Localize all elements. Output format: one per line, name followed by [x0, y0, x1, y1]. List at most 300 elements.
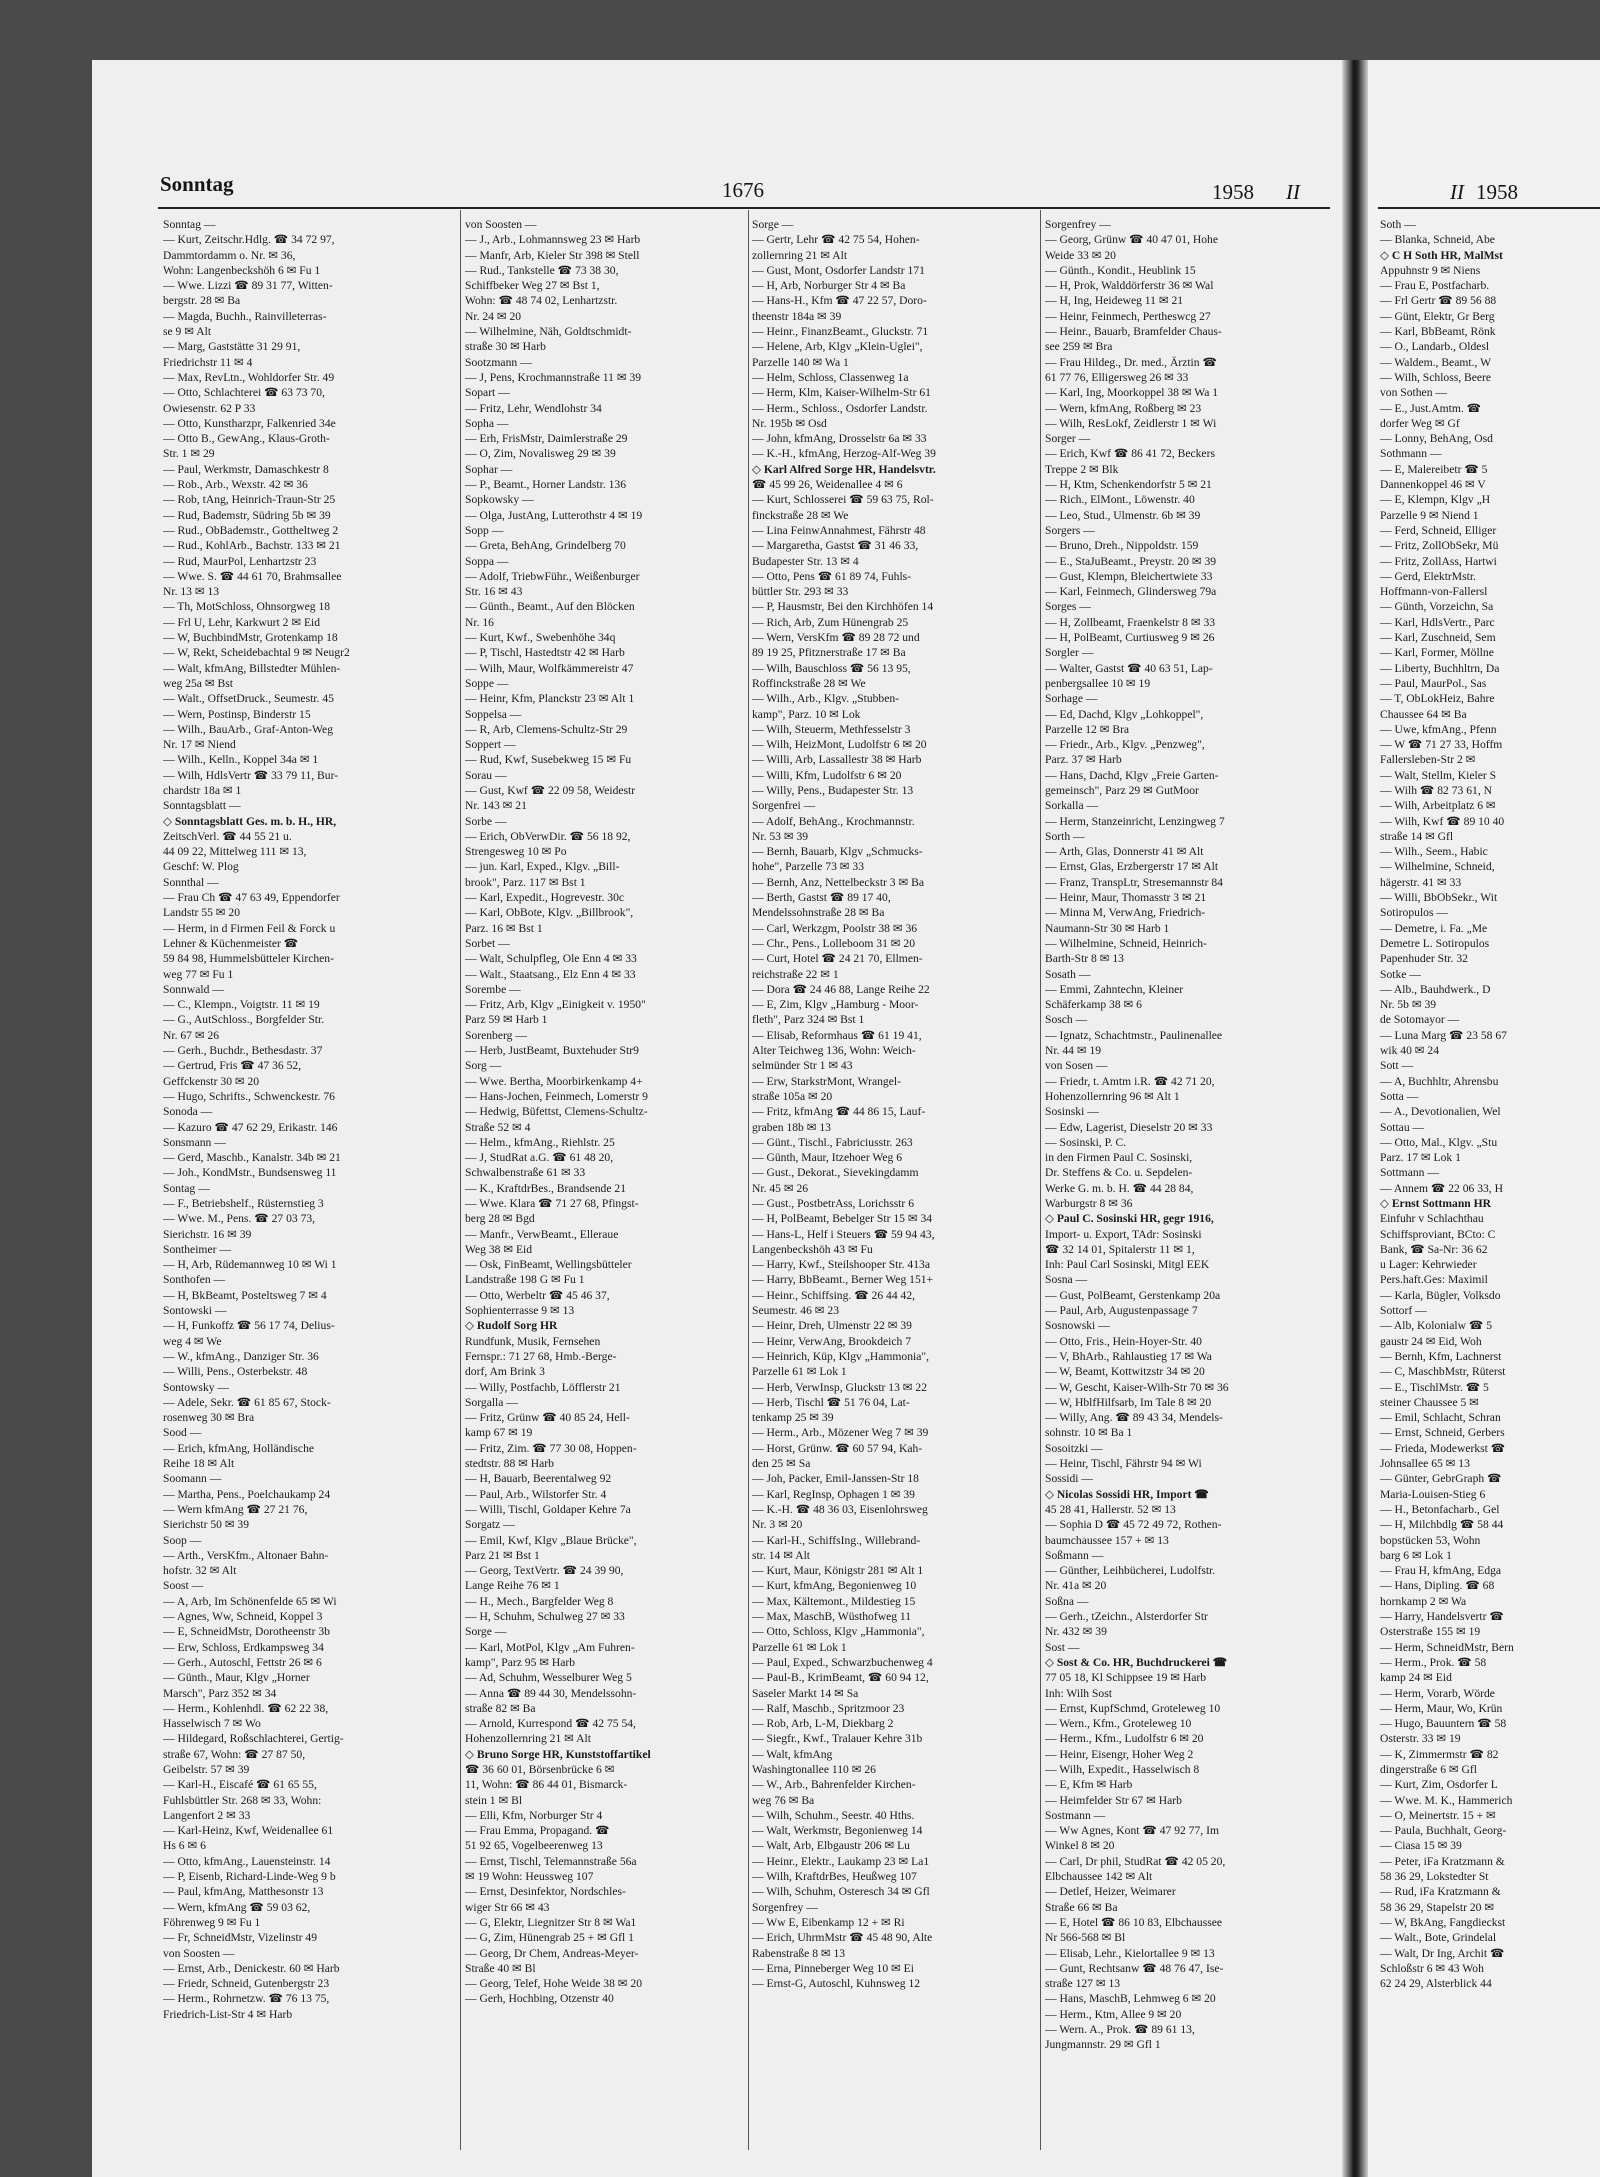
entry-line: — Otto, Schloss, Klgv „Hammonia", [752, 1625, 925, 1639]
entry-line: Sorkalla — [1045, 799, 1099, 813]
entry-line: — Wern. A., Prok. ☎ 89 61 13, [1045, 2023, 1195, 2037]
entry-line: — Herm., Ktm, Allee 9 ✉ 20 [1045, 2007, 1182, 2021]
entry-line: — F., Betriebshelf., Rüsternstieg 3 [163, 1197, 324, 1210]
entry-line: — Ww Agnes, Kont ☎ 47 92 77, Im [1045, 1824, 1219, 1838]
entry-line: — Alb., Bauhdwerk., D [1380, 982, 1491, 996]
entry-line: — Bruno, Dreh., Nippoldstr. 159 [1045, 539, 1199, 553]
entry-line: — Luna Marg ☎ 23 58 67 [1380, 1028, 1507, 1042]
entry-line: — Heinr., Elektr., Laukamp 23 ✉ La1 [752, 1854, 930, 1868]
entry-line: — Gust, Klempn, Bleichertwiete 33 [1045, 569, 1213, 583]
entry-line: — Elisab, Lehr., Kielortallee 9 ✉ 13 [1045, 1946, 1215, 1960]
entry-line: Sottmann — [1380, 1166, 1439, 1180]
entry-line: — Arth., VersKfm., Altonaer Bahn- [163, 1548, 329, 1562]
entry-line: — Gerh., Buchdr., Bethesdastr. 37 [163, 1044, 323, 1058]
entry-line: Sonntag — [163, 218, 216, 231]
entry-line: — Margaretha, Gastst ☎ 31 46 33, [752, 539, 919, 553]
entry-line: penbergsallee 10 ✉ 19 [1045, 676, 1151, 690]
header-rule [158, 207, 1330, 209]
entry-line: — H, Schuhm, Schulweg 27 ✉ 33 [465, 1610, 625, 1624]
entry-line: Wohn: ☎ 48 74 02, Lenhartzstr. [465, 294, 618, 308]
entry-line: — Karla, Bügler, Volksdo [1380, 1288, 1501, 1302]
entry-line: straße 127 ✉ 13 [1045, 1977, 1121, 1991]
entry-line: Sotiropulos — [1380, 906, 1448, 920]
entry-line: — Heinr, Maur, Thomasstr 3 ✉ 21 [1045, 891, 1207, 905]
entry-line: — Wilh, Kwf ☎ 89 10 40 [1380, 814, 1505, 828]
entry-line: — Heinrich, Küp, Klgv „Hammonia", [752, 1349, 929, 1363]
entry-column-4 [1045, 217, 1337, 2142]
entry-line: — Herm., Kohlenhdl. ☎ 62 22 38, [163, 1701, 329, 1715]
entry-line: — Hans, Dipling. ☎ 68 [1380, 1579, 1495, 1593]
entry-line: — Fritz, ZollAss, Hartwi [1380, 554, 1497, 568]
entry-line: — Karl-Heinz, Kwf, Weidenallee 61 [163, 1824, 334, 1838]
entry-line: — Walt, Werkmstr, Begonienweg 14 [752, 1824, 923, 1838]
entry-line: — Wern, VersKfm ☎ 89 28 72 und [752, 631, 920, 645]
entry-line: Weg 38 ✉ Eid [465, 1242, 533, 1256]
entry-line: 58 36 29, Stapelstr 20 ✉ [1380, 1900, 1495, 1914]
entry-line: Hoffmann-von-Fallersl [1380, 585, 1488, 599]
entry-line: Nr. 432 ✉ 39 [1045, 1625, 1107, 1639]
entry-line: — Kazuro ☎ 47 62 29, Erikastr. 146 [163, 1120, 338, 1134]
entry-line: Fuhlsbüttler Str. 268 ✉ 33, Wohn: [163, 1793, 322, 1807]
entry-line: dorf, Am Brink 3 [465, 1365, 545, 1379]
entry-line: — Heimfelder Str 67 ✉ Harb [1045, 1793, 1182, 1807]
entry-line: see 259 ✉ Bra [1045, 340, 1113, 354]
entry-line: — Günt., Tischl., Fabriciusstr. 263 [752, 1135, 913, 1149]
entry-line: — Kurt, Schlosserei ☎ 59 63 75, Rol- [752, 493, 934, 507]
entry-line: Sontowsky — [163, 1380, 230, 1394]
entry-line: — Georg, TextVertr. ☎ 24 39 90, [465, 1564, 624, 1578]
entry-line: Nr. 13 ✉ 13 [163, 585, 220, 599]
entry-line: — K.-H. ☎ 48 36 03, Eisenlohrsweg [752, 1502, 928, 1516]
entry-line: 45 28 41, Hallerstr. 52 ✉ 13 [1045, 1502, 1176, 1516]
entry-line: — Demetre, i. Fa. „Me [1380, 921, 1488, 935]
entry-line: Geffckenstr 30 ✉ 20 [163, 1074, 260, 1088]
entry-line: — Karl, Expedit., Hogrevestr. 30c [465, 891, 625, 905]
entry-line: — Gust, Kwf ☎ 22 09 58, Weidestr [465, 783, 636, 797]
entry-line: ◇ Paul C. Sosinski HR, gegr 1916, [1045, 1212, 1214, 1226]
entry-line: — Greta, BehAng, Grindelberg 70 [465, 539, 626, 553]
entry-line: Inh: Paul Carl Sosinski, Mitgl EEK [1045, 1258, 1210, 1272]
entry-line: Sott — [1380, 1059, 1414, 1073]
entry-line: Dr. Steffens & Co. u. Sepdelen- [1045, 1166, 1193, 1180]
entry-line: Nr. 16 [465, 615, 494, 629]
entry-line: — Ed, Dachd, Klgv „Lohkoppel", [1045, 707, 1204, 721]
entry-line: — T, ObLokHeiz, Bahre [1380, 692, 1495, 706]
entry-line: — Frl Gertr ☎ 89 56 88 [1380, 294, 1497, 308]
entry-line: Naumann-Str 30 ✉ Harb 1 [1045, 921, 1170, 935]
entry-line: Parz. 37 ✉ Harb [1045, 753, 1122, 767]
entry-line: — Ad, Schuhm, Wesselburer Weg 5 [465, 1671, 632, 1685]
entry-line: — Karl-H., Eiscafé ☎ 61 65 55, [163, 1778, 317, 1792]
entry-line: Parz 59 ✉ Harb 1 [465, 1013, 548, 1027]
entry-line: — Willi, Arb, Lassallestr 38 ✉ Harb [752, 753, 922, 767]
entry-line: hägerstr. 41 ✉ 33 [1380, 875, 1462, 889]
entry-line: — Wilh., Seem., Habic [1380, 845, 1488, 859]
entry-line: — Günth, Maur, Itzehoer Weg 6 [752, 1151, 903, 1165]
entry-line: Washingtonallee 110 ✉ 26 [752, 1762, 876, 1776]
entry-line: Sorge — [752, 218, 794, 231]
entry-line: — Rob, Arb, L-M, Diekbarg 2 [752, 1717, 894, 1731]
entry-line: rosenweg 30 ✉ Bra [163, 1411, 255, 1425]
entry-line: — Manfr., VerwBeamt., Elleraue [465, 1227, 619, 1241]
entry-line: ◇ Karl Alfred Sorge HR, Handelsvtr. [752, 462, 936, 476]
entry-line: — Walt, Schulpfleg, Ole Enn 4 ✉ 33 [465, 952, 637, 966]
entry-line: Nr. 53 ✉ 39 [752, 829, 809, 843]
entry-line: — Sosinski, P. C. [1045, 1135, 1127, 1149]
entry-line: — Fritz, ZollObSekr, Mü [1380, 539, 1499, 553]
entry-line: — Otto, Mal., Klgv. „Stu [1380, 1135, 1498, 1149]
entry-line: — Frau Emma, Propagand. ☎ [465, 1824, 610, 1838]
entry-line: — Erh, FrisMstr, Daimlerstraße 29 [465, 432, 628, 446]
entry-line: — Harry, Kwf., Steilshooper Str. 413a [752, 1258, 930, 1272]
entry-line: — Paul, Werkmstr, Damaschkestr 8 [163, 462, 329, 476]
entry-line: — W ☎ 71 27 33, Hoffm [1380, 738, 1503, 752]
entry-line: kamp 67 ✉ 19 [465, 1426, 533, 1440]
entry-line: Papenhuder Str. 32 [1380, 952, 1468, 966]
entry-line: Sorhage — [1045, 692, 1098, 706]
entry-line: Sopkowsky — [465, 493, 534, 507]
entry-line: — P, Hausmstr, Bei den Kirchhöfen 14 [752, 600, 934, 614]
entry-line: — Kurt, Maur, Königstr 281 ✉ Alt 1 [752, 1564, 924, 1578]
entry-line: — Franz, TranspLtr, Stresemannstr 84 [1045, 875, 1223, 889]
entry-line: — H, PolBeamt, Bebelger Str 15 ✉ 34 [752, 1212, 933, 1226]
entry-line: Str. 16 ✉ 43 [465, 585, 523, 599]
entry-line: — Rud., Tankstelle ☎ 73 38 30, [465, 263, 619, 277]
entry-line: — W, Gescht, Kaiser-Wilh-Str 70 ✉ 36 [1045, 1380, 1229, 1394]
entry-line: — Georg, Telef, Hohe Weide 38 ✉ 20 [465, 1977, 643, 1991]
entry-line: — H, Arb, Norburger Str 4 ✉ Ba [752, 279, 906, 293]
entry-line: Sossidi — [1045, 1472, 1093, 1486]
entry-line: Nr. 24 ✉ 20 [465, 309, 522, 323]
entry-line: — Karl, Ing, Moorkoppel 38 ✉ Wa 1 [1045, 386, 1219, 400]
entry-line: Landstraße 198 G ✉ Fu 1 [465, 1273, 585, 1287]
entry-line: — Horst, Grünw. ☎ 60 57 94, Kah- [752, 1441, 923, 1455]
entry-column-5 [1380, 217, 1600, 2142]
entry-line: — Agnes, Ww, Schneid, Koppel 3 [163, 1610, 323, 1624]
entry-line: — Max, RevLtn., Wohldorfer Str. 49 [163, 370, 335, 384]
entry-line: weg 4 ✉ We [163, 1334, 222, 1348]
entry-line: — Otto, Pens ☎ 61 89 74, Fuhls- [752, 569, 912, 583]
entry-line: Parzelle 61 ✉ Lok 1 [752, 1365, 847, 1379]
entry-line: — Edw, Lagerist, Dieselstr 20 ✉ 33 [1045, 1120, 1213, 1134]
entry-line: Sorge — [465, 1625, 507, 1639]
entry-line: Sosnowski — [1045, 1319, 1110, 1333]
entry-line: in den Firmen Paul C. Sosinski, [1045, 1151, 1193, 1165]
entry-line: — Fr, SchneidMstr, Vizelinstr 49 [163, 1931, 318, 1945]
entry-line: — J, StudRat a.G. ☎ 61 48 20, [465, 1151, 614, 1165]
entry-line: — Wern kfmAng ☎ 27 21 76, [163, 1502, 308, 1516]
entry-line: ☎ 32 14 01, Spitalerstr 11 ✉ 1, [1045, 1242, 1195, 1256]
entry-line: — Manfr, Arb, Kieler Str 398 ✉ Stell [465, 248, 640, 262]
entry-line: — E., StaJuBeamt., Preystr. 20 ✉ 39 [1045, 554, 1217, 568]
entry-line: — Ralf, Maschb., Spritzmoor 23 [752, 1701, 905, 1715]
entry-line: Soßmann — [1045, 1548, 1104, 1562]
entry-line: — Lina FeinwAnnahmest, Fährstr 48 [752, 523, 926, 537]
entry-line: bergstr. 28 ✉ Ba [163, 294, 241, 308]
entry-line: — Hans, Dachd, Klgv „Freie Garten- [1045, 768, 1219, 782]
entry-line: — Kurt, kfmAng, Begonienweg 10 [752, 1579, 917, 1593]
entry-line: Reihe 18 ✉ Alt [163, 1457, 235, 1471]
entry-line: Soppe — [465, 676, 509, 690]
entry-line: Sosinski — [1045, 1105, 1099, 1119]
entry-line: ◇ Ernst Sottmann HR [1380, 1197, 1492, 1210]
entry-line: Sosath — [1045, 967, 1091, 981]
entry-line: — Olga, JustAng, Lutterothstr 4 ✉ 19 [465, 508, 643, 522]
entry-line: — jun. Karl, Exped., Klgv. „Bill- [465, 860, 620, 874]
entry-line: — Frau H, kfmAng, Edga [1380, 1564, 1502, 1578]
entry-line: — Bernh, Bauarb, Klgv „Schmucks- [752, 845, 923, 859]
entry-line: Straße 66 ✉ Ba [1045, 1900, 1118, 1914]
entry-line: dingerstraße 6 ✉ Gfl [1380, 1762, 1477, 1776]
entry-line: Weide 33 ✉ 20 [1045, 248, 1116, 262]
entry-line: straße 14 ✉ Gfl [1380, 829, 1454, 843]
entry-line: — Georg, Grünw ☎ 40 47 01, Hohe [1045, 233, 1218, 247]
entry-line: — Rud, Bademstr, Südring 5b ✉ 39 [163, 508, 331, 522]
entry-line: Geibelstr. 57 ✉ 39 [163, 1762, 250, 1776]
entry-line: — Otto, Werbeltr ☎ 45 46 37, [465, 1288, 610, 1302]
entry-line: — Günther, Leihbücherei, Ludolfstr. [1045, 1564, 1216, 1578]
entry-line: Osterstraße 155 ✉ 19 [1380, 1625, 1481, 1639]
entry-line: Rundfunk, Musik, Fernsehen [465, 1334, 601, 1348]
entry-line: Werke G. m. b. H. ☎ 44 28 84, [1045, 1181, 1194, 1195]
entry-line: — Günth., Maur, Klgv „Horner [163, 1671, 310, 1685]
entry-line: — W., kfmAng., Danziger Str. 36 [163, 1349, 319, 1363]
entry-line: fleth", Parz 324 ✉ Bst 1 [752, 1013, 865, 1027]
entry-line: Straße 40 ✉ Bl [465, 1961, 536, 1975]
entry-line: — Rich, Arb, Zum Hünengrab 25 [752, 615, 909, 629]
entry-line: — Walt, kfmAng, Billstedter Mühlen- [163, 661, 341, 675]
entry-line: — Willi, Kfm, Ludolfstr 6 ✉ 20 [752, 768, 902, 782]
entry-line: — Frau E, Postfacharb. [1380, 279, 1490, 293]
entry-line: — Otto B., GewAng., Klaus-Groth- [163, 432, 330, 446]
entry-line: — Willi, Pens., Osterbekstr. 48 [163, 1365, 308, 1379]
entry-line: — Hildegard, Roßschlachterei, Gertig- [163, 1732, 344, 1746]
entry-line: Hasselwisch 7 ✉ Wo [163, 1717, 261, 1731]
entry-line: — Ernst-G, Autoschl, Kuhnsweg 12 [752, 1977, 921, 1991]
entry-line: — A, Buchhltr, Ahrensbu [1380, 1074, 1499, 1088]
entry-line: Barth-Str 8 ✉ 13 [1045, 952, 1124, 966]
entry-line: — Curt, Hotel ☎ 24 21 70, Ellmen- [752, 952, 923, 966]
entry-line: — Carl, Werkzgm, Poolstr 38 ✉ 36 [752, 921, 918, 935]
entry-line: — Herm, SchneidMstr, Bern [1380, 1640, 1514, 1654]
entry-line: Str. 1 ✉ 29 [163, 447, 215, 461]
entry-line: Soth — [1380, 218, 1416, 231]
column-rule-1 [460, 210, 461, 2150]
entry-line: — P., Beamt., Horner Landstr. 136 [465, 478, 627, 492]
entry-line: Sorgatz — [465, 1518, 515, 1532]
entry-line: — Wilh, Arbeitplatz 6 ✉ [1380, 799, 1496, 813]
entry-line: dorfer Weg ✉ Gf [1380, 416, 1460, 430]
header-year: 1958 [1212, 180, 1254, 204]
entry-line: Sostmann — [1045, 1808, 1106, 1822]
entry-line: — Kurt, Zeitschr.Hdlg. ☎ 34 72 97, [163, 233, 335, 247]
entry-line: Demetre L. Sotiropulos [1380, 936, 1490, 950]
entry-line: 44 09 22, Mittelweg 111 ✉ 13, [163, 845, 307, 859]
entry-line: Einfuhr v Schlachthau [1380, 1212, 1484, 1226]
entry-line: — Günth., Kondit., Heublink 15 [1045, 263, 1196, 277]
header-section: II [1286, 180, 1300, 204]
entry-line: — Adolf, TriebwFühr., Weißenburger [465, 569, 640, 583]
entry-line: finckstraße 28 ✉ We [752, 508, 849, 522]
entry-line: — E, Klempn, Klgv „H [1380, 493, 1491, 507]
entry-line: — E, Malereibetr ☎ 5 [1380, 462, 1488, 476]
entry-line: — Gertrud, Fris ☎ 47 36 52, [163, 1059, 302, 1073]
entry-line: tenkamp 25 ✉ 39 [752, 1411, 834, 1425]
entry-line: — W, HblfHilfsarb, Im Tale 8 ✉ 20 [1045, 1395, 1212, 1409]
entry-line: Sorgenfrei — [752, 799, 816, 813]
entry-line: Hohenzollernring 21 ✉ Alt [465, 1732, 591, 1746]
entry-line: Sierichstr 50 ✉ 39 [163, 1518, 250, 1532]
entry-line: — Kurt, Zim, Osdorfer L [1380, 1778, 1498, 1792]
entry-line: — Adolf, BehAng., Krochmannstr. [752, 814, 915, 828]
entry-line: zollernring 21 ✉ Alt [752, 248, 848, 262]
entry-line: Sottau — [1380, 1120, 1425, 1134]
entry-line: bopstücken 53, Wohn [1380, 1533, 1481, 1547]
entry-line: — A., Devotionalien, Wel [1380, 1105, 1501, 1119]
entry-line: — Herm., Schloss., Osdorfer Landstr. [752, 401, 928, 415]
entry-line: — Otto, Fris., Hein-Hoyer-Str. 40 [1045, 1334, 1202, 1348]
entry-line: — Herm, Klm, Kaiser-Wilhelm-Str 61 [752, 386, 931, 400]
entry-line: — Gertr, Lehr ☎ 42 75 54, Hohen- [752, 233, 920, 247]
entry-line: — Waldem., Beamt., W [1380, 355, 1492, 369]
entry-line: Fallersleben-Str 2 ✉ [1380, 753, 1476, 767]
entry-line: Sopart — [465, 386, 510, 400]
entry-line: — Günt, Elektr, Gr Berg [1380, 309, 1495, 323]
entry-line: Sosna — [1045, 1273, 1088, 1287]
entry-line: — Emmi, Zahntechn, Kleiner [1045, 982, 1184, 996]
entry-line: — Rob, tAng, Heinrich-Traun-Str 25 [163, 493, 336, 507]
entry-line: — J., Arb., Lohmannsweg 23 ✉ Harb [465, 233, 641, 247]
entry-line: — Ferd, Schneid, Elliger [1380, 523, 1497, 537]
entry-line: Saseler Markt 14 ✉ Sa [752, 1686, 859, 1700]
entry-line: — Max, Kältemont., Mildestieg 15 [752, 1594, 916, 1608]
entry-line: — Herm, Stanzeinricht, Lenzingweg 7 [1045, 814, 1225, 828]
entry-line: Straße 52 ✉ 4 [465, 1120, 531, 1134]
entry-line: — Wern., Kfm., Groteleweg 10 [1045, 1717, 1192, 1731]
entry-line: — Heinr, Dreh, Ulmenstr 22 ✉ 39 [752, 1319, 912, 1333]
entry-line: straße 67, Wohn: ☎ 27 87 50, [163, 1747, 306, 1761]
entry-line: Sophar — [465, 462, 513, 476]
entry-line: Wohn: Langenbeckshöh 6 ✉ Fu 1 [163, 263, 321, 277]
entry-line: — Heinr, VerwAng, Brookdeich 7 [752, 1334, 912, 1348]
entry-line: — Helm., kfmAng., Riehlstr. 25 [465, 1135, 615, 1149]
entry-line: — H, Bauarb, Beerentalweg 92 [465, 1472, 612, 1486]
entry-line: — Karl, Former, Möllne [1380, 646, 1494, 660]
entry-line: straße 30 ✉ Harb [465, 340, 546, 354]
entry-line: — Paul, kfmAng, Matthesonstr 13 [163, 1885, 324, 1899]
entry-line: Nr. 3 ✉ 20 [752, 1518, 803, 1532]
entry-line: — Emil, Kwf, Klgv „Blaue Brücke", [465, 1533, 637, 1547]
entry-line: — Herm, in d Firmen Feil & Forck u [163, 921, 336, 935]
entry-line: — Walt, kfmAng [752, 1747, 833, 1761]
entry-line: — W, BuchbindMstr, Grotenkamp 18 [163, 631, 338, 645]
entry-line: — Willy, Pens., Budapester Str. 13 [752, 783, 914, 797]
entry-line: Soppelsa — [465, 707, 522, 721]
entry-line: Sosch — [1045, 1013, 1088, 1027]
entry-line: — Friedr, Schneid, Gutenbergstr 23 [163, 1977, 330, 1991]
entry-line: Sorgalla — [465, 1395, 518, 1409]
entry-line: — Frau Ch ☎ 47 63 49, Eppendorfer [163, 891, 340, 905]
entry-line: Winkel 8 ✉ 20 [1045, 1839, 1115, 1853]
entry-line: — Anna ☎ 89 44 30, Mendelssohn- [465, 1686, 637, 1700]
entry-line: Appuhnstr 9 ✉ Niens [1380, 263, 1481, 277]
entry-line: — Ernst, KupfSchmd, Groteleweg 10 [1045, 1701, 1221, 1715]
entry-line: — Wilh, HdlsVertr ☎ 33 79 11, Bur- [163, 768, 339, 782]
entry-line: Geschf: W. Plog [163, 860, 239, 874]
entry-line: — Marg, Gaststätte 31 29 91, [163, 340, 301, 354]
entry-line: — C, MaschbMstr, Rüterst [1380, 1365, 1506, 1379]
entry-line: 51 92 65, Vogelbeerenweg 13 [465, 1839, 603, 1853]
entry-line: — Ernst, Arb., Denickestr. 60 ✉ Harb [163, 1961, 340, 1975]
page-number: 1676 [722, 178, 764, 202]
entry-line: — Günth., Beamt., Auf den Blöcken [465, 600, 635, 614]
entry-line: von Soosten — [163, 1946, 235, 1960]
entry-line: wik 40 ✉ 24 [1380, 1044, 1439, 1058]
entry-line: — Gerh, Hochbing, Otzenstr 40 [465, 1992, 614, 2006]
entry-line: Sorbe — [465, 814, 507, 828]
entry-line: Friedrich-List-Str 4 ✉ Harb [163, 2007, 293, 2021]
entry-line: stedtstr. 88 ✉ Harb [465, 1457, 554, 1471]
entry-line: 89 19 25, Pfitznerstraße 17 ✉ Ba [752, 646, 906, 660]
entry-line: — Uwe, kfmAng., Pfenn [1380, 722, 1497, 736]
entry-line: Soost — [163, 1579, 204, 1593]
entry-line: — Wwe. M., Pens. ☎ 27 03 73, [163, 1212, 316, 1226]
entry-line: — Frl U, Lehr, Karkwurt 2 ✉ Eid [163, 615, 321, 629]
entry-line: — Wilh, Steuerm, Methfesselstr 3 [752, 722, 911, 736]
entry-line: — Gust, Mont, Osdorfer Landstr 171 [752, 263, 925, 277]
entry-line: — Wilh, Expedit., Hasselwisch 8 [1045, 1762, 1200, 1776]
entry-line: — Karl, RegInsp, Ophagen 1 ✉ 39 [752, 1487, 915, 1501]
entry-line: — Gerh., Autoschl, Fettstr 26 ✉ 6 [163, 1655, 322, 1669]
entry-line: ◇ Rudolf Sorg HR [465, 1319, 558, 1333]
entry-line: — Walter, Gastst ☎ 40 63 51, Lap- [1045, 661, 1213, 675]
entry-line: — W, Rekt, Scheidebachtal 9 ✉ Neugr2 [163, 646, 350, 660]
entry-line: — Herm., Prok. ☎ 58 [1380, 1655, 1487, 1669]
entry-line: Sorger — [1045, 432, 1091, 446]
entry-line: graben 18b ✉ 13 [752, 1120, 831, 1134]
entry-line: — Wilh, HeizMont, Ludolfstr 6 ✉ 20 [752, 738, 927, 752]
entry-line: Sonthofen — [163, 1273, 226, 1287]
entry-line: 62 24 29, Alsterblick 44 [1380, 1977, 1492, 1991]
entry-line: — Otto, Kunstharzpr, Falkenried 34e [163, 416, 336, 430]
entry-line: — Karl-H., SchiffsIng., Willebrand- [752, 1533, 921, 1547]
entry-line: Sootzmann — [465, 355, 532, 369]
entry-line: kamp", Parz. 10 ✉ Lok [752, 707, 861, 721]
entry-line: Nr. 143 ✉ 21 [465, 799, 527, 813]
entry-line: — Erw, Schloss, Erdkampsweg 34 [163, 1640, 324, 1654]
entry-line: — Wilh ☎ 82 73 61, N [1380, 783, 1492, 797]
entry-line: barg 6 ✉ Lok 1 [1380, 1548, 1452, 1562]
entry-line: — E, Zim, Klgv „Hamburg - Moor- [752, 998, 919, 1012]
entry-line: — Helene, Arb, Klgv „Klein-Uglei", [752, 340, 923, 354]
entry-line: Hohenzollernring 96 ✉ Alt 1 [1045, 1089, 1180, 1103]
entry-line: — O, Zim, Novalisweg 29 ✉ 39 [465, 447, 616, 461]
entry-line: Langenfort 2 ✉ 33 [163, 1808, 251, 1822]
entry-line: stein 1 ✉ Bl [465, 1793, 523, 1807]
entry-line: Sonoda — [163, 1105, 213, 1119]
entry-line: — Frieda, Modewerkst ☎ [1380, 1441, 1506, 1455]
entry-line: 11, Wohn: ☎ 86 44 01, Bismarck- [465, 1778, 628, 1792]
entry-line: — Herb, VerwInsp, Gluckstr 13 ✉ 22 [752, 1380, 928, 1394]
entry-line: — Walt, Stellm, Kieler S [1380, 768, 1497, 782]
entry-line: ◇ Sost & Co. HR, Buchdruckerei ☎ [1045, 1655, 1228, 1669]
entry-line: Schwalbenstraße 61 ✉ 33 [465, 1166, 586, 1180]
entry-line: straße 82 ✉ Ba [465, 1701, 536, 1715]
entry-line: — Fritz, Zim. ☎ 77 30 08, Hoppen- [465, 1441, 637, 1455]
entry-line: — John, kfmAng, Drosselstr 6a ✉ 33 [752, 432, 927, 446]
entry-line: 59 84 98, Hummelsbütteler Kirchen- [163, 952, 334, 966]
entry-line: — A, Arb, Im Schönenfelde 65 ✉ Wi [163, 1594, 337, 1608]
